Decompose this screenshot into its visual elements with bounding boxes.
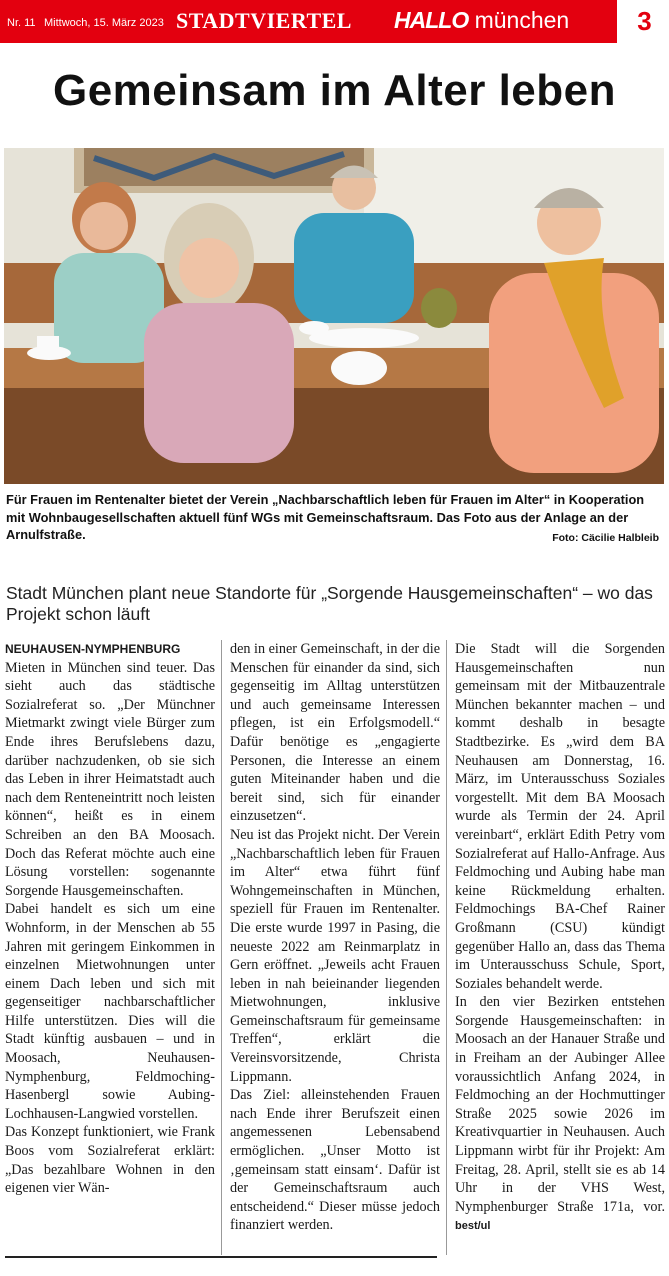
dateline: NEUHAUSEN-NYMPHENBURG — [5, 642, 181, 656]
paragraph: Das Konzept funktioniert, wie Frank Boos vom Sozialreferat erklärt: „Das bezahlbare Wohnen in den eigenen vier Wän- — [5, 1124, 215, 1197]
column-divider — [446, 640, 447, 1255]
logo-wordmark: HALLO — [394, 7, 469, 33]
paragraph: Dabei handelt es sich um eine Wohnform, in der Menschen ab 55 Jahren mit geringem Einkommen in einzelnen Mietwohnungen unter einem Dach leben und sich mit gegenseitiger nachbarschaftlicher Hilfe unterstützen. Dies will die Stadt künftig ausbauen – und in Moosach, Neuhausen-Nymphenburg, Feldmoching-Hasenbergl sowie Aubing-Lochhausen-Langwied vorstellen. — [5, 901, 215, 1122]
page-number: 3 — [637, 6, 652, 36]
paragraph-text: Mieten in München sind teuer. Das sieht auch das städtische Sozialreferat so. „Der Münchner Mietmarkt zwingt viele Bürger zum Ende ihres Berufslebens dazu, darüber nachzudenken, ob sie sich das Leben in ihrer Heimatstadt auch nach dem Renteneintritt noch leisten können“, heißt es in einem Schreiben an den BA Moosach. Doch das Referat möchte auch eine Lösung vorstellen: sogenannte Sorgende Hausgemeinschaften. — [5, 659, 215, 899]
article-headline: Gemeinsam im Alter leben — [52, 66, 616, 115]
page-number-box — [614, 0, 669, 43]
article-end-rule — [5, 1256, 437, 1258]
article-subheadline: Stadt München plant neue Standorte für „Sorgende Hausgemeinschaften“ – wo das Projekt schon läuft — [6, 583, 653, 624]
masthead-bar — [0, 0, 669, 43]
issue-number: Nr. 11 — [7, 17, 36, 29]
photo-caption: Für Frauen im Rentenalter bietet der Verein „Nachbarschaftlich leben für Frauen im Alter“ in Kooperation mit Wohnbaugesellschaften aktuell fünf WGs mit Gemeinschaftsraum. Das Foto aus der Anlage an der Arnulfstraße. — [6, 492, 645, 542]
text-column-2 — [230, 640, 440, 1235]
paragraph — [455, 993, 665, 1236]
text-column-3 — [455, 640, 665, 1236]
text-column-1 — [5, 640, 215, 1198]
paragraph: Das Ziel: alleinstehenden Frauen nach Ende ihrer Berufszeit einen angemessenen Lebensabend ermöglichen. „Unser Motto ist ‚gemeinsam statt einsam‘. Dafür ist der Gemeinschaftsraum auch entscheidend.“ Dieser müsse jedoch finanziert werden. — [230, 1087, 440, 1234]
article-photo — [4, 148, 664, 484]
paragraph: den in einer Gemeinschaft, in der die Menschen für einander da sind, sich gegenseitig im Alltag unterstützen und auch gemeinsame Interessen pflegen, ist ein Erfolgsmodell.“ Dafür benötige es „engagierte Personen, die Interesse an einem guten Miteinander haben und die bereit sind, sich für einander einzusetzen“. — [230, 641, 440, 825]
paragraph: Die Stadt will die Sorgenden Hausgemeinschaften nun gemeinsam mit der Mitbauzentrale München bekannter machen – und kommt deshalb in besagte Stadtbezirke. Es „wird dem BA Neuhausen am Donnerstag, 16. März, im Unterausschuss Soziales vorgestellt. Mit dem BA Moosach wurde als Termin der 24. April vereinbart“, erklärt Edith Petry vom Sozialreferat auf Hallo-Anfrage. Aus Feldmoching und Aubing habe man keine Rückmeldung erhalten. Feldmochings BA-Chef Rainer Großmann (CSU) kündigt gegenüber Hallo an, dass das Thema im Unterausschuss Schule, Sport, Soziales behandelt werde. — [455, 641, 665, 992]
column-divider — [221, 640, 222, 1255]
photo-credit: Foto: Cäcilie Halbleib — [552, 532, 659, 544]
paragraph: Neu ist das Projekt nicht. Der Verein „Nachbarschaftlich leben für Frauen im Alter“ etwa führt fünf Wohngemeinschaften in München, speziell für Frauen im Rentenalter. Die erste wurde 1997 in Pasing, die neueste 2022 am Reinmarplatz in Gern eröffnet. „Jeweils acht Frauen leben in nah beieinander liegenden Mietwohnungen, inklusive Gemeinschaftsraum für gemeinsame Treffen“, erklärt die Vereinsvorsitzende, Christa Lippmann. — [230, 826, 440, 1085]
issue-date: Mittwoch, 15. März 2023 — [44, 17, 164, 29]
section-title: STADTVIERTEL — [176, 8, 352, 33]
paragraph — [5, 640, 215, 900]
logo-city: münchen — [474, 7, 570, 33]
author-tag: best/ul — [455, 1220, 491, 1233]
paragraph-text: In den vier Bezirken entstehen Sorgende Hausgemeinschaften: in Moosach an der Hanauer Straße und in Freiham an der Aubinger Allee voraussichtlich Anfang 2024, in Feldmoching an der Hochmuttinger Straße 2025 sowie 2026 im Kreativquartier in Neuhausen. Auch Lippmann wirbt für ihr Projekt: Am Freitag, 28. April, stellt sie es ab 14 Uhr in der VHS West, Nymphenburger Straße 171a, vor. — [455, 994, 665, 1215]
hallo-logo — [394, 7, 569, 34]
